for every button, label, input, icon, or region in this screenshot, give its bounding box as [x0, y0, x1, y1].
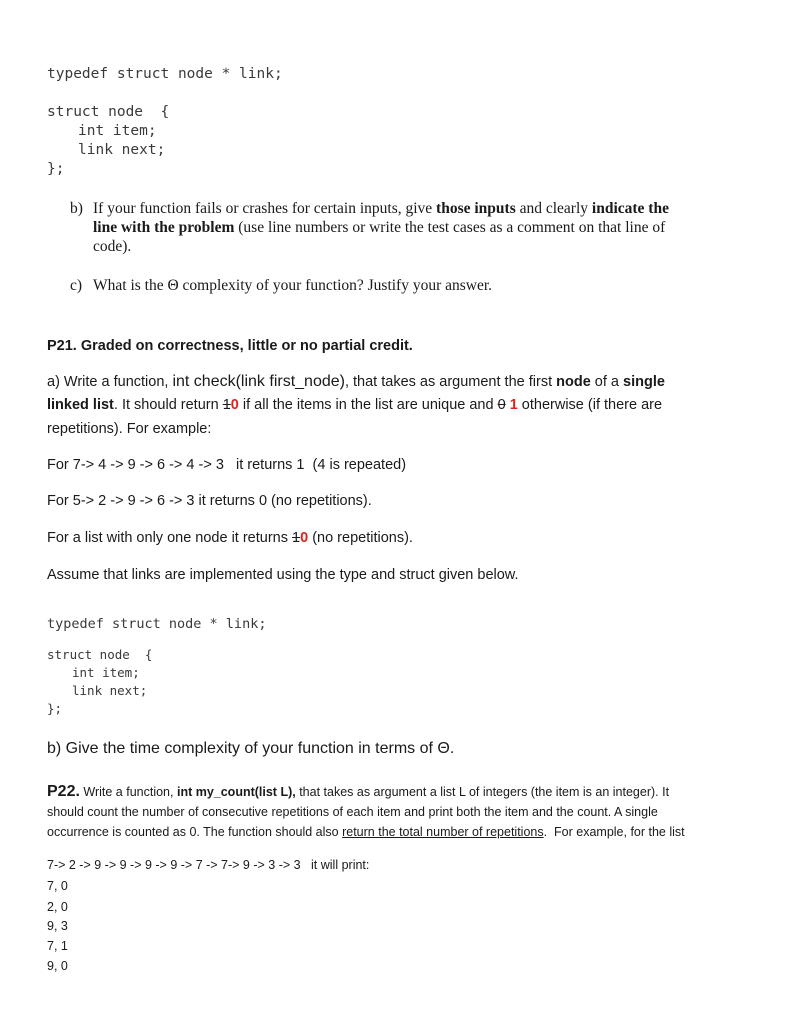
code1-typedef: typedef struct node * link;	[47, 66, 283, 82]
p21-a-line1: a) Write a function, int check(link first_node), that takes as argument the first node of a single	[47, 373, 665, 390]
code1-close: };	[47, 161, 65, 177]
part-b-line2: line with the problem (use line numbers or write the test cases as a comment on that line of	[93, 219, 666, 236]
p21-example-1: For 7-> 4 -> 9 -> 6 -> 4 -> 3 it returns 1 (4 is repeated)	[47, 457, 407, 473]
p22-output-4: 7, 1	[47, 939, 68, 953]
code2-close: };	[47, 701, 63, 716]
p21-a-line3: repetitions). For example:	[47, 421, 212, 437]
p22-output-5: 9, 0	[47, 959, 68, 973]
code1-item: int item;	[78, 123, 157, 139]
p21-a-line2: linked list. It should return 10 if all the items in the list are unique and 0 1 otherwise (if there are	[47, 397, 663, 413]
part-c-text: What is the Θ complexity of your function? Justify your answer.	[93, 277, 493, 294]
part-c-label: c)	[70, 277, 83, 294]
p22-output-2: 2, 0	[47, 900, 68, 914]
p22-output-3: 9, 3	[47, 919, 68, 933]
p21-b-text: b) Give the time complexity of your function in terms of Θ.	[47, 740, 455, 757]
part-b-line3: code).	[93, 238, 132, 255]
p21-title: P21. Graded on correctness, little or no partial credit.	[47, 338, 413, 354]
code2-struct-open: struct node {	[47, 647, 153, 662]
code2-typedef: typedef struct node * link;	[47, 616, 267, 632]
p21-example-2: For 5-> 2 -> 9 -> 6 -> 3 it returns 0 (no repetitions).	[47, 493, 372, 509]
p22-example: 7-> 2 -> 9 -> 9 -> 9 -> 9 -> 7 -> 7-> 9 -> 3 -> 3 it will print:	[47, 858, 370, 872]
code2-next: link next;	[72, 683, 148, 698]
p22-line1: P22. Write a function, int my_count(list L), that takes as argument a list L of integers (the item is an integer). It	[47, 783, 670, 800]
part-b-line1: If your function fails or crashes for certain inputs, give those inputs and clearly indicate the	[93, 200, 669, 217]
code1-struct-open: struct node {	[47, 104, 170, 120]
part-b-label: b)	[70, 200, 83, 217]
p22-output-1: 7, 0	[47, 879, 68, 893]
p21-example-3: For a list with only one node it returns 10 (no repetitions).	[47, 530, 413, 546]
p21-assume: Assume that links are implemented using the type and struct given below.	[47, 567, 519, 583]
code1-next: link next;	[78, 142, 166, 158]
p22-line2: should count the number of consecutive repetitions of each item and print both the item and the count. A single	[47, 805, 658, 819]
code2-item: int item;	[72, 665, 140, 680]
p22-line3: occurrence is counted as 0. The function should also return the total number of repetitions. For example, for the list	[47, 825, 685, 839]
